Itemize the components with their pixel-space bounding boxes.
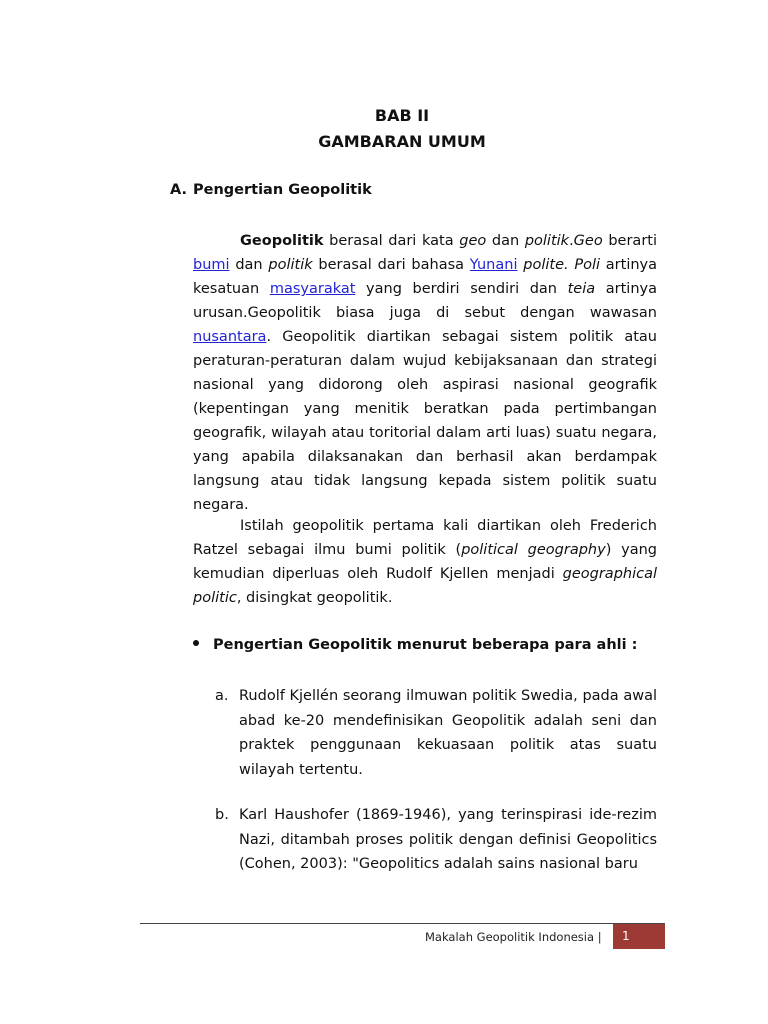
text-run: dan: [486, 233, 525, 249]
text-run: . Geopolitik diartikan sebagai sistem politik atau peraturan-peraturan dalam wujud kebijaksanaan dan strategi nasional yang didorong oleh aspirasi nasional geografik (kepentingan yang menitik beratkan pada pertimbangan geografik, wilayah atau toritorial dalam arti luas) suatu negara, yang apabila dilaksanakan dan berhasil akan berdampak langsung atau tidak langsung kepada sistem politik suatu negara.: [193, 329, 657, 513]
italic-term: geographical politic: [193, 566, 657, 606]
term-geopolitik: Geopolitik: [240, 233, 324, 249]
paragraph-history: [193, 514, 657, 610]
text-run: dan: [229, 257, 269, 273]
bullet-dot-icon: [193, 640, 199, 646]
section-number: A.: [170, 182, 187, 198]
section-title: Pengertian Geopolitik: [193, 182, 372, 198]
text-run: Istilah geopolitik pertama kali diartikan oleh Frederich Ratzel sebagai ilmu bumi politik (: [193, 518, 657, 558]
list-item-text: Karl Haushofer (1869-1946), yang terinspirasi ide-rezim Nazi, ditambah proses politik dengan definisi Geopolitics (Cohen, 2003): "Geopolitics adalah sains nasional baru: [239, 807, 657, 872]
footer-divider: [140, 923, 665, 924]
page-number-badge: 1: [613, 924, 665, 949]
chapter-title: GAMBARAN UMUM: [318, 132, 486, 151]
list-item-letter: a.: [215, 688, 229, 704]
italic-term: political geography: [461, 542, 606, 558]
text-run: ) yang kemudian diperluas oleh Rudolf Kjellen menjadi: [193, 542, 657, 582]
text-run: berasal dari kata: [323, 233, 460, 249]
italic-term: politik: [268, 257, 313, 273]
text-run: , disingkat geopolitik.: [236, 590, 393, 606]
text-run: .: [569, 233, 574, 249]
text-run: berasal dari bahasa: [312, 257, 470, 273]
chapter-number: BAB II: [374, 106, 430, 125]
list-item: [215, 803, 657, 877]
italic-term: teia: [567, 281, 596, 297]
footer-title: Makalah Geopolitik Indonesia |: [425, 930, 602, 944]
text-run: artinya urusan.Geopolitik biasa juga di sebut dengan wawasan: [193, 281, 657, 321]
link-yunani[interactable]: Yunani: [469, 257, 518, 273]
bullet-text: Pengertian Geopolitik menurut beberapa para ahli :: [213, 637, 638, 653]
link-masyarakat[interactable]: masyarakat: [269, 281, 356, 297]
italic-term: geo: [459, 233, 487, 249]
list-item-letter: b.: [215, 807, 229, 823]
bullet-heading: [193, 637, 637, 653]
link-nusantara[interactable]: nusantara: [193, 329, 267, 345]
text-run: artinya kesatuan: [193, 257, 658, 297]
list-item: [215, 684, 657, 782]
link-bumi[interactable]: bumi: [193, 257, 230, 273]
paragraph-definition: [193, 229, 657, 517]
italic-term: politik: [524, 233, 570, 249]
text-run: berarti: [602, 233, 657, 249]
text-run: yang berdiri sendiri dan: [355, 281, 568, 297]
list-item-text: Rudolf Kjellén seorang ilmuwan politik Swedia, pada awal abad ke-20 mendefinisikan Geopolitik adalah seni dan praktek penggunaan kekuasaan politik atas suatu wilayah tertentu.: [239, 688, 657, 778]
section-heading: [170, 182, 372, 198]
italic-term: polite. Poli: [523, 257, 601, 273]
italic-term: Geo: [573, 233, 603, 249]
